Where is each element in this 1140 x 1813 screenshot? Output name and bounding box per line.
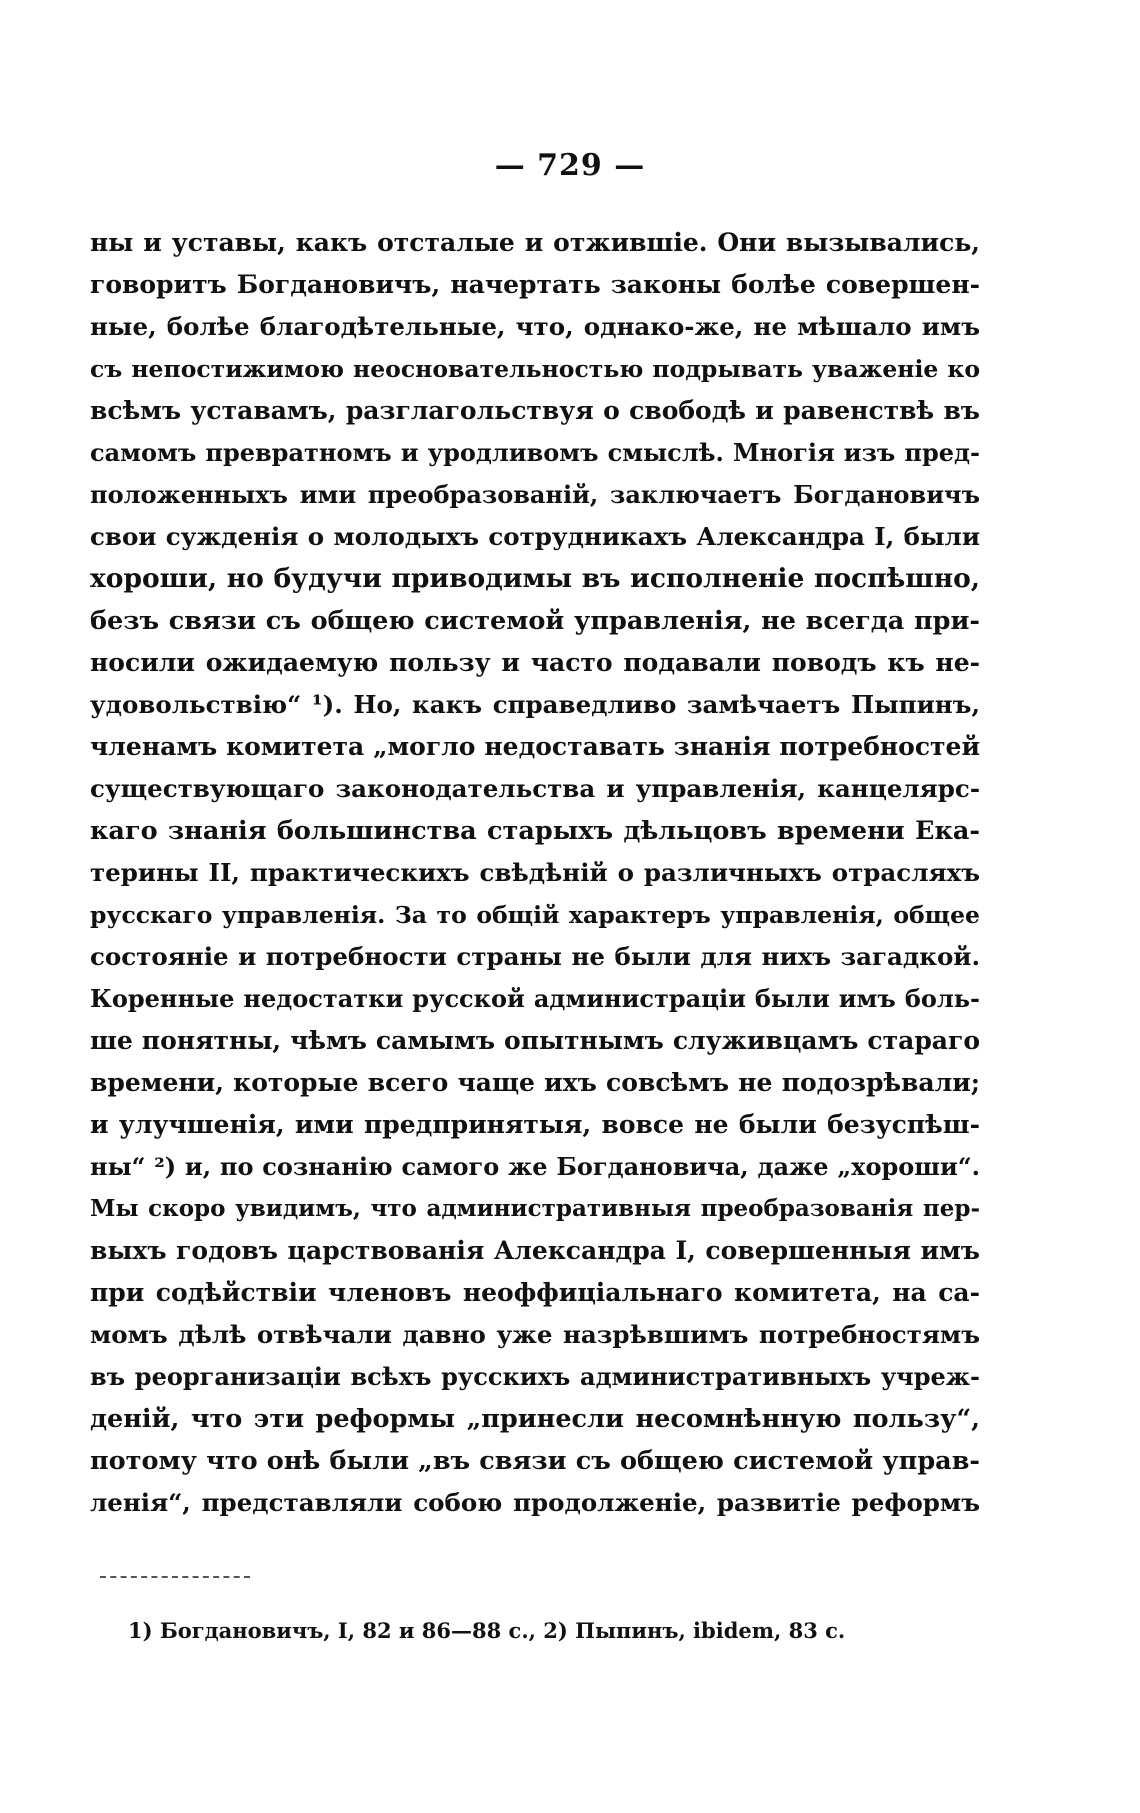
- text-line: ные, болѣе благодѣтельные, что, однако-же, не мѣшало имъ: [90, 312, 980, 341]
- text-line: деній, что эти реформы „принесли несомнѣнную пользу“,: [90, 1404, 980, 1434]
- text-line: свои сужденія о молодыхъ сотрудникахъ Александра I, были: [90, 522, 980, 551]
- footnote-text: 1) Богдановичъ, I, 82 и 86—88 с., 2) Пыпинъ, ibidem, 83 с.: [128, 1618, 846, 1643]
- text-line: удовольствію“ ¹). Но, какъ справедливо замѣчаетъ Пыпинъ,: [90, 690, 980, 719]
- text-line: всѣмъ уставамъ, разглагольствуя о свободѣ и равенствѣ въ: [90, 396, 980, 425]
- text-line: самомъ превратномъ и уродливомъ смыслѣ. Многія изъ пред-: [90, 438, 980, 467]
- text-line: въ реорганизаціи всѣхъ русскихъ административныхъ учреж-: [90, 1362, 980, 1391]
- body-text: [90, 222, 980, 1524]
- text-line: существующаго законодательства и управленія, канцелярс-: [90, 774, 980, 803]
- text-line: Коренные недостатки русской администраціи были имъ боль-: [90, 984, 980, 1013]
- text-line: потому что онѣ были „въ связи съ общею системой управ-: [90, 1446, 980, 1476]
- text-line: носили ожидаемую пользу и часто подавали поводъ къ не-: [90, 648, 980, 677]
- page-number: — 729 —: [494, 148, 646, 183]
- text-line: положенныхъ ими преобразованій, заключаетъ Богдановичъ: [90, 480, 980, 509]
- footnote-divider: [100, 1576, 250, 1578]
- text-line: ше понятны, чѣмъ самымъ опытнымъ служивцамъ стараго: [90, 1026, 980, 1055]
- text-line: ны“ ²) и, по сознанію самого же Богдановича, даже „хороши“.: [90, 1152, 980, 1181]
- text-line: состояніе и потребности страны не были для нихъ загадкой.: [90, 942, 980, 971]
- text-line: Мы скоро увидимъ, что административныя преобразованія пер-: [90, 1195, 980, 1222]
- text-line: хороши, но будучи приводимы въ исполненіе поспѣшно,: [90, 563, 980, 594]
- text-line: безъ связи съ общею системой управленія, не всегда при-: [90, 606, 980, 636]
- text-line: членамъ комитета „могло недоставать знанія потребностей: [90, 732, 980, 761]
- text-line: русскаго управленія. За то общій характеръ управленія, общее: [90, 901, 980, 929]
- text-line: и улучшенія, ими предпринятыя, вовсе не были безуспѣш-: [90, 1110, 980, 1139]
- text-line: времени, которые всего чаще ихъ совсѣмъ не подозрѣвали;: [90, 1068, 980, 1097]
- text-line: говоритъ Богдановичъ, начертать законы болѣе совершен-: [90, 270, 980, 299]
- text-line: терины II, практическихъ свѣдѣній о различныхъ отрасляхъ: [90, 858, 980, 887]
- text-line: момъ дѣлѣ отвѣчали давно уже назрѣвшимъ потребностямъ: [90, 1320, 980, 1349]
- text-line: съ непостижимою неосновательностью подрывать уваженіе ко: [90, 355, 980, 383]
- text-line: выхъ годовъ царствованія Александра I, совершенныя имъ: [90, 1236, 980, 1265]
- text-line: при содѣйствіи членовъ неоффиціальнаго комитета, на са-: [90, 1278, 980, 1307]
- text-line: ленія“, представляли собою продолженіе, развитіе реформъ: [90, 1488, 980, 1517]
- text-line: каго знанія большинства старыхъ дѣльцовъ времени Ека-: [90, 816, 980, 846]
- text-line: ны и уставы, какъ отсталые и отжившіе. Они вызывались,: [90, 228, 980, 257]
